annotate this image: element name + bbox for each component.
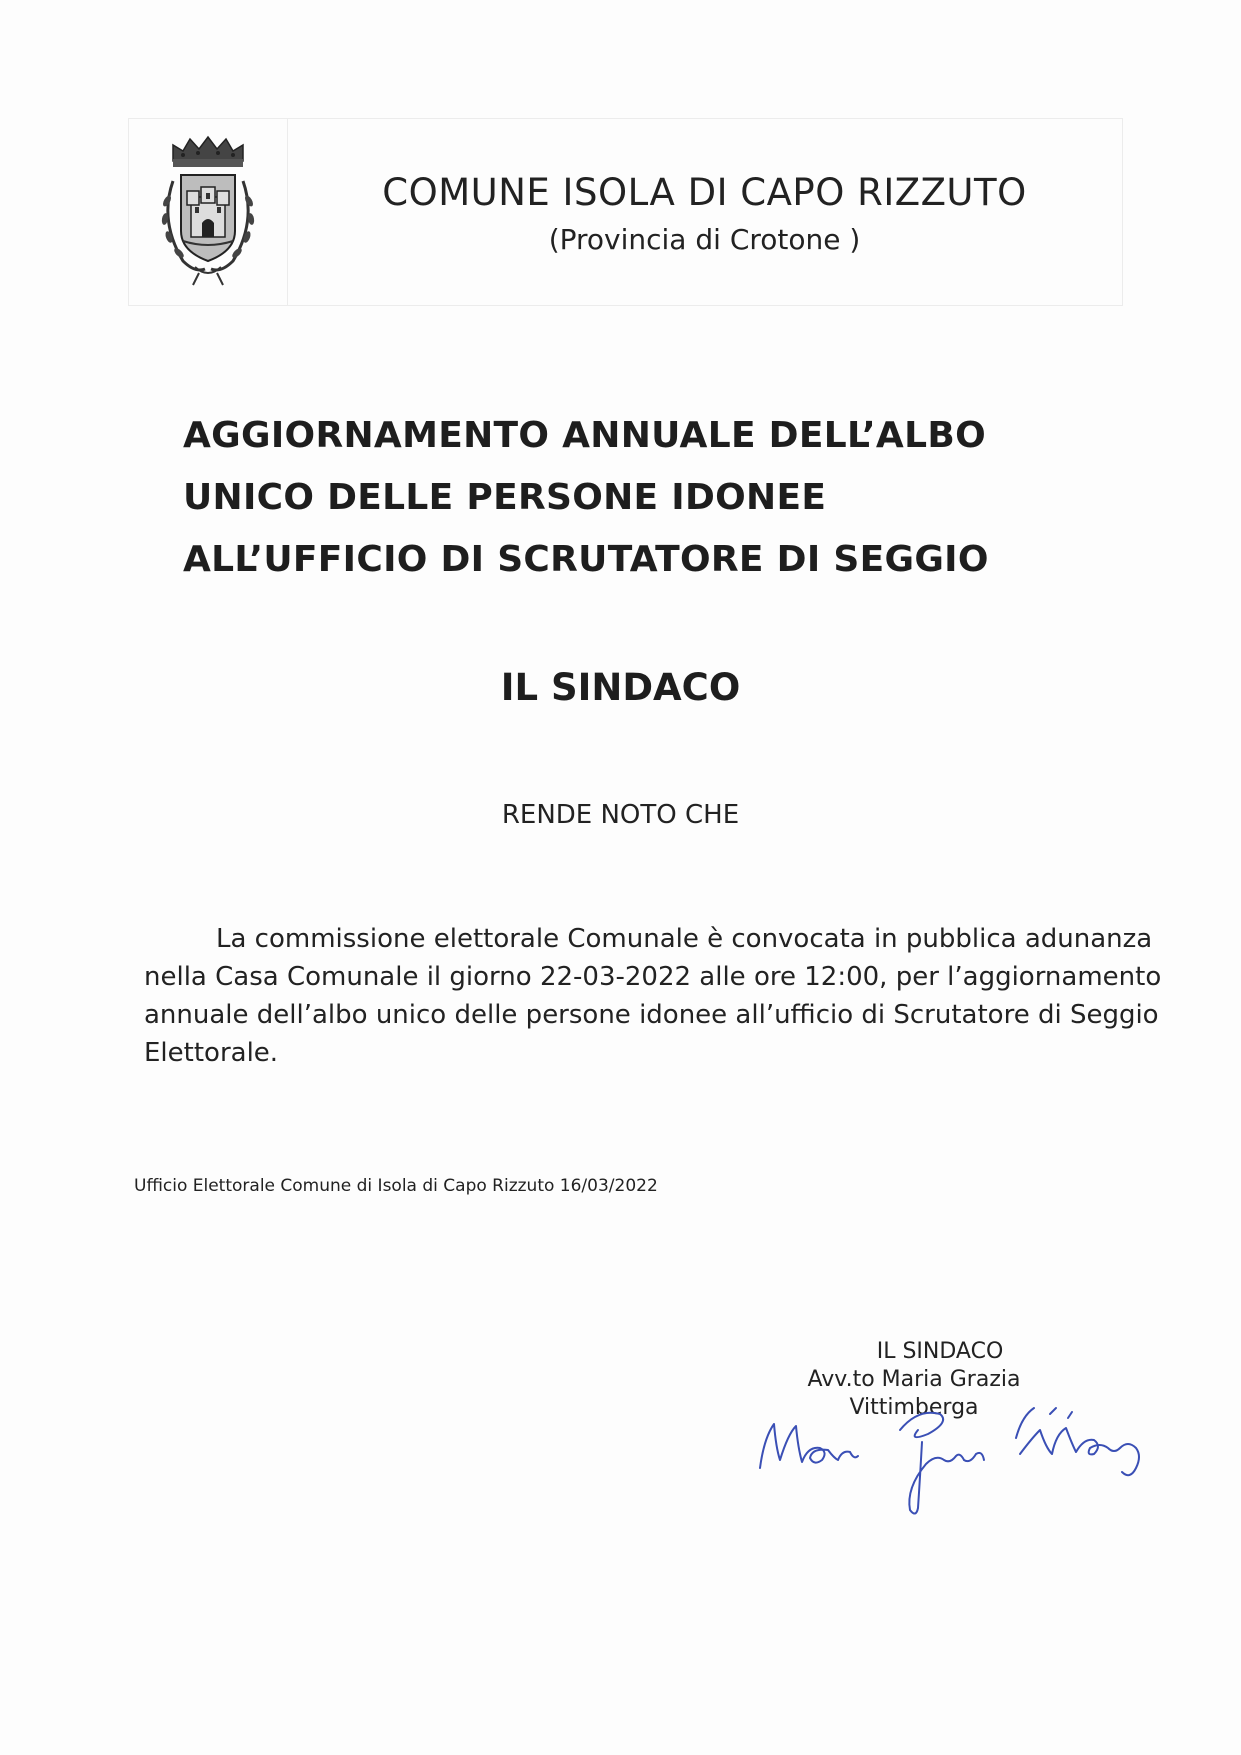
handwritten-signature-icon (750, 1368, 1170, 1518)
title-line: ALL’UFFICIO DI SCRUTATORE DI SEGGIO (183, 539, 989, 580)
signatory-name: Avv.to Maria Grazia Vittimberga (807, 1367, 1021, 1420)
body-line: nella Casa Comunale il giorno 22-03-2022 alle ore 12:00, per l’aggiornamento (144, 962, 1162, 992)
body-line: Elettorale. (144, 1038, 279, 1068)
body-line: annuale dell’albo unico delle persone idonee all’ufficio di Scrutatore di Seggio (144, 1000, 1159, 1030)
announcement: RENDE NOTO CHE (501, 800, 740, 830)
body-paragraph (144, 920, 1162, 1072)
title-line: UNICO DELLE PERSONE IDONEE (183, 477, 827, 518)
province-name: (Provincia di Crotone ) (548, 223, 861, 256)
crest-cell (129, 119, 288, 305)
letterhead (128, 118, 1123, 306)
mayor-heading: IL SINDACO (500, 666, 741, 709)
document-title (183, 405, 1143, 591)
office-date-line: Ufficio Elettorale Comune di Isola di Capo Rizzuto 16/03/2022 (134, 1176, 658, 1196)
title-line: AGGIORNAMENTO ANNUALE DELL’ALBO (183, 415, 986, 456)
letterhead-text (287, 119, 1122, 305)
body-line: La commissione elettorale Comunale è convocata in pubblica adunanza (216, 924, 1153, 954)
coat-of-arms-icon (143, 131, 273, 291)
municipality-name: COMUNE ISOLA DI CAPO RIZZUTO (382, 171, 1027, 214)
signatory-title: IL SINDACO (876, 1339, 1004, 1364)
